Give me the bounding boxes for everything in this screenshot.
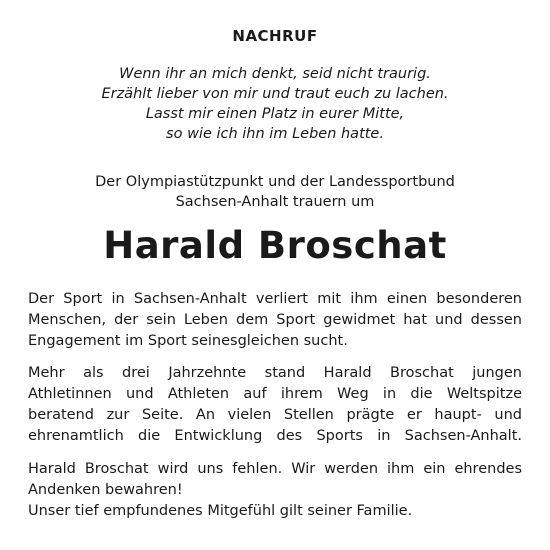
poem-line: Lasst mir einen Platz in eurer Mitte,: [145, 106, 405, 122]
paragraph-line: Mehr als drei Jahrzehnte stand Harald Broschat jungen: [28, 365, 522, 381]
paragraph-line: Athletinnen und Athleten auf ihrem Weg in die Weltspitze: [28, 386, 522, 402]
mourners-intro: [0, 172, 550, 212]
memorial-poem: [0, 64, 550, 144]
paragraph-line: beratend zur Seite. An vielen Stellen prägte er haupt- und: [28, 407, 522, 423]
paragraph-farewell: [28, 459, 522, 522]
intro-line: Der Olympiastützpunkt und der Landessportbund: [95, 174, 455, 190]
paragraph-tribute: [28, 289, 522, 352]
notice-heading: NACHRUF: [232, 27, 318, 45]
paragraph-line: Der Sport in Sachsen-Anhalt verliert mit ihm einen besonderen: [28, 291, 522, 307]
poem-line: Erzählt lieber von mir und traut euch zu lachen.: [101, 86, 449, 102]
poem-line: so wie ich ihn im Leben hatte.: [166, 126, 384, 142]
paragraph-line: ehrenamtlich die Entwicklung des Sports in Sachsen-Anhalt.: [28, 428, 522, 444]
deceased-name: Harald Broschat: [103, 224, 447, 267]
paragraph-line: Unser tief empfundenes Mitgefühl gilt seiner Familie.: [28, 503, 413, 519]
poem-line: Wenn ihr an mich denkt, seid nicht traurig.: [119, 66, 431, 82]
paragraph-line: Harald Broschat wird uns fehlen. Wir werden ihm ein ehrendes: [28, 461, 522, 477]
intro-line: Sachsen-Anhalt trauern um: [175, 194, 375, 210]
paragraph-line: Andenken bewahren!: [28, 482, 183, 498]
paragraph-line: Engagement im Sport seinesgleichen sucht.: [28, 333, 348, 349]
paragraph-career: [28, 363, 522, 447]
paragraph-line: Menschen, der sein Leben dem Sport gewidmet hat und dessen: [28, 312, 522, 328]
